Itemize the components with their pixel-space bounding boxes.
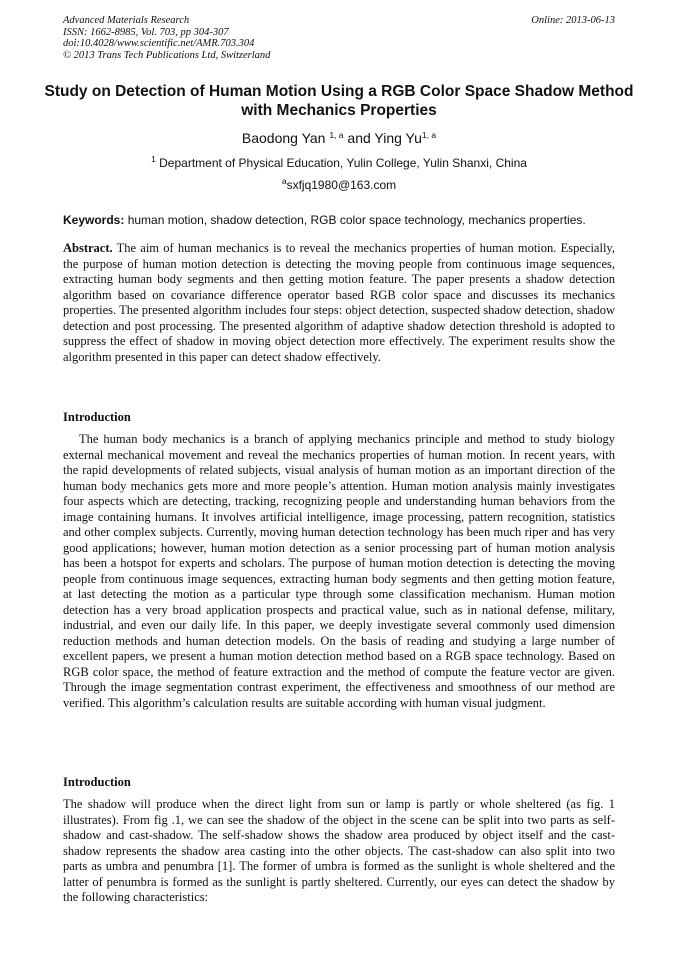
email-text: sxfjq1980@163.com — [286, 178, 397, 192]
author-name: Ying Yu — [374, 130, 422, 146]
journal-header — [63, 15, 615, 61]
affiliation-superscript: 1 — [151, 154, 156, 164]
section-body: The shadow will produce when the direct light from sun or lamp is partly or whole sheltered (as fig. 1 illustrates). From fig .1, we can see the shadow of the object in the scene can be split into two parts as self-shadow and cast-shadow. The self-shadow shows the shadow area produced by object itself and the cast-shadow represents the shadow area casting into the other objects. The cast-shadow can also split into two parts as umbra and penumbra [1]. The former of umbra is formed as the sunlight is whole sheltered and the latter of penumbra is formed as the sunlight is partly sheltered. Currently, our eyes can detect the shadow by the following characteristics: — [63, 797, 615, 904]
copyright-line: © 2013 Trans Tech Publications Ltd, Switzerland — [63, 49, 271, 61]
online-date: Online: 2013-06-13 — [531, 15, 615, 26]
abstract-label: Abstract. — [63, 241, 113, 255]
keywords-text: human motion, shadow detection, RGB color space technology, mechanics properties. — [127, 213, 586, 227]
author-line — [40, 129, 638, 147]
keywords-label: Keywords: — [63, 213, 125, 227]
journal-name: Advanced Materials Research — [63, 15, 190, 26]
section-heading: Introduction — [63, 775, 131, 789]
author-conjunction: and — [347, 130, 371, 146]
affiliation-text: Department of Physical Education, Yulin College, Yulin Shanxi, China — [159, 156, 527, 170]
author-email — [40, 178, 638, 193]
doi-line: doi:10.4028/www.scientific.net/AMR.703.304 — [63, 38, 255, 49]
section-heading: Introduction — [63, 410, 131, 424]
paper-title: Study on Detection of Human Motion Using a RGB Color Space Shadow Method with Mechanics Properties — [44, 83, 634, 119]
abstract — [63, 241, 615, 365]
email-superscript: a — [281, 176, 287, 186]
author-superscript: 1, a — [421, 130, 437, 140]
author-name: Baodong Yan — [241, 130, 326, 146]
affiliation — [40, 156, 638, 171]
section-body: The human body mechanics is a branch of applying mechanics principle and method to study biology external mechanical movement and reveal the mechanics properties of human motion. In recent years, with the rapid developments of related subjects, visual analysis of human motion as an important direction of the human body mechanics gets more and more people’s attention. Human motion analysis mainly investigates four aspects which are detecting, tracking, recognizing people and understanding human behaviors from the image containing humans. It involves artificial intelligence, image processing, pattern recognition, statistics and other complex subjects. Currently, moving human detection technology has been much riper and has very good applications; however, human motion detection as a senior processing part of human motion analysis has been a hotspot for experts and scholars. The purpose of human motion detection is detecting the moving people from continuous image sequences, extracting human body segments and then getting motion feature, at last detecting the motion as a particular type through some classification mechanism. Human motion detection has a very broad application prospects and practical value, such as in national defense, military, industrial, and even our daily life. In this paper, we deeply investigate several commonly used dimension reduction methods and human detection models. On the basis of reading and studying a large number of excellent papers, we present a human motion detection method based on a RGB space technology. Based on RGB color space, the method of feature extraction and the method of compute the feature vector are given. Through the image segmentation contrast experiment, the effectiveness and smoothness of our method are verified. This algorithm’s calculation results are suitable according with human visual judgment. — [63, 432, 615, 710]
issn-line: ISSN: 1662-8985, Vol. 703, pp 304-307 — [63, 26, 229, 38]
keywords — [63, 213, 615, 228]
abstract-text: The aim of human mechanics is to reveal the mechanics properties of human motion. Especially, the purpose of human motion detection is detecting the moving people from continuous image sequences, extracting human body segments and then getting motion feature. The paper presents a shadow detection algorithm based on covariance difference operator based RGB color space and discusses its mechanics properties. The presented algorithm includes four steps: object detection, suspected shadow detection, shadow detection and post processing. The presented algorithm of adaptive shadow detection threshold is adopted to suppress the effect of shadow in moving object detection more effectively. The experiment results show the algorithm presented in this paper can detect shadow effectively. — [63, 241, 615, 364]
author-superscript: 1, a — [329, 130, 344, 140]
